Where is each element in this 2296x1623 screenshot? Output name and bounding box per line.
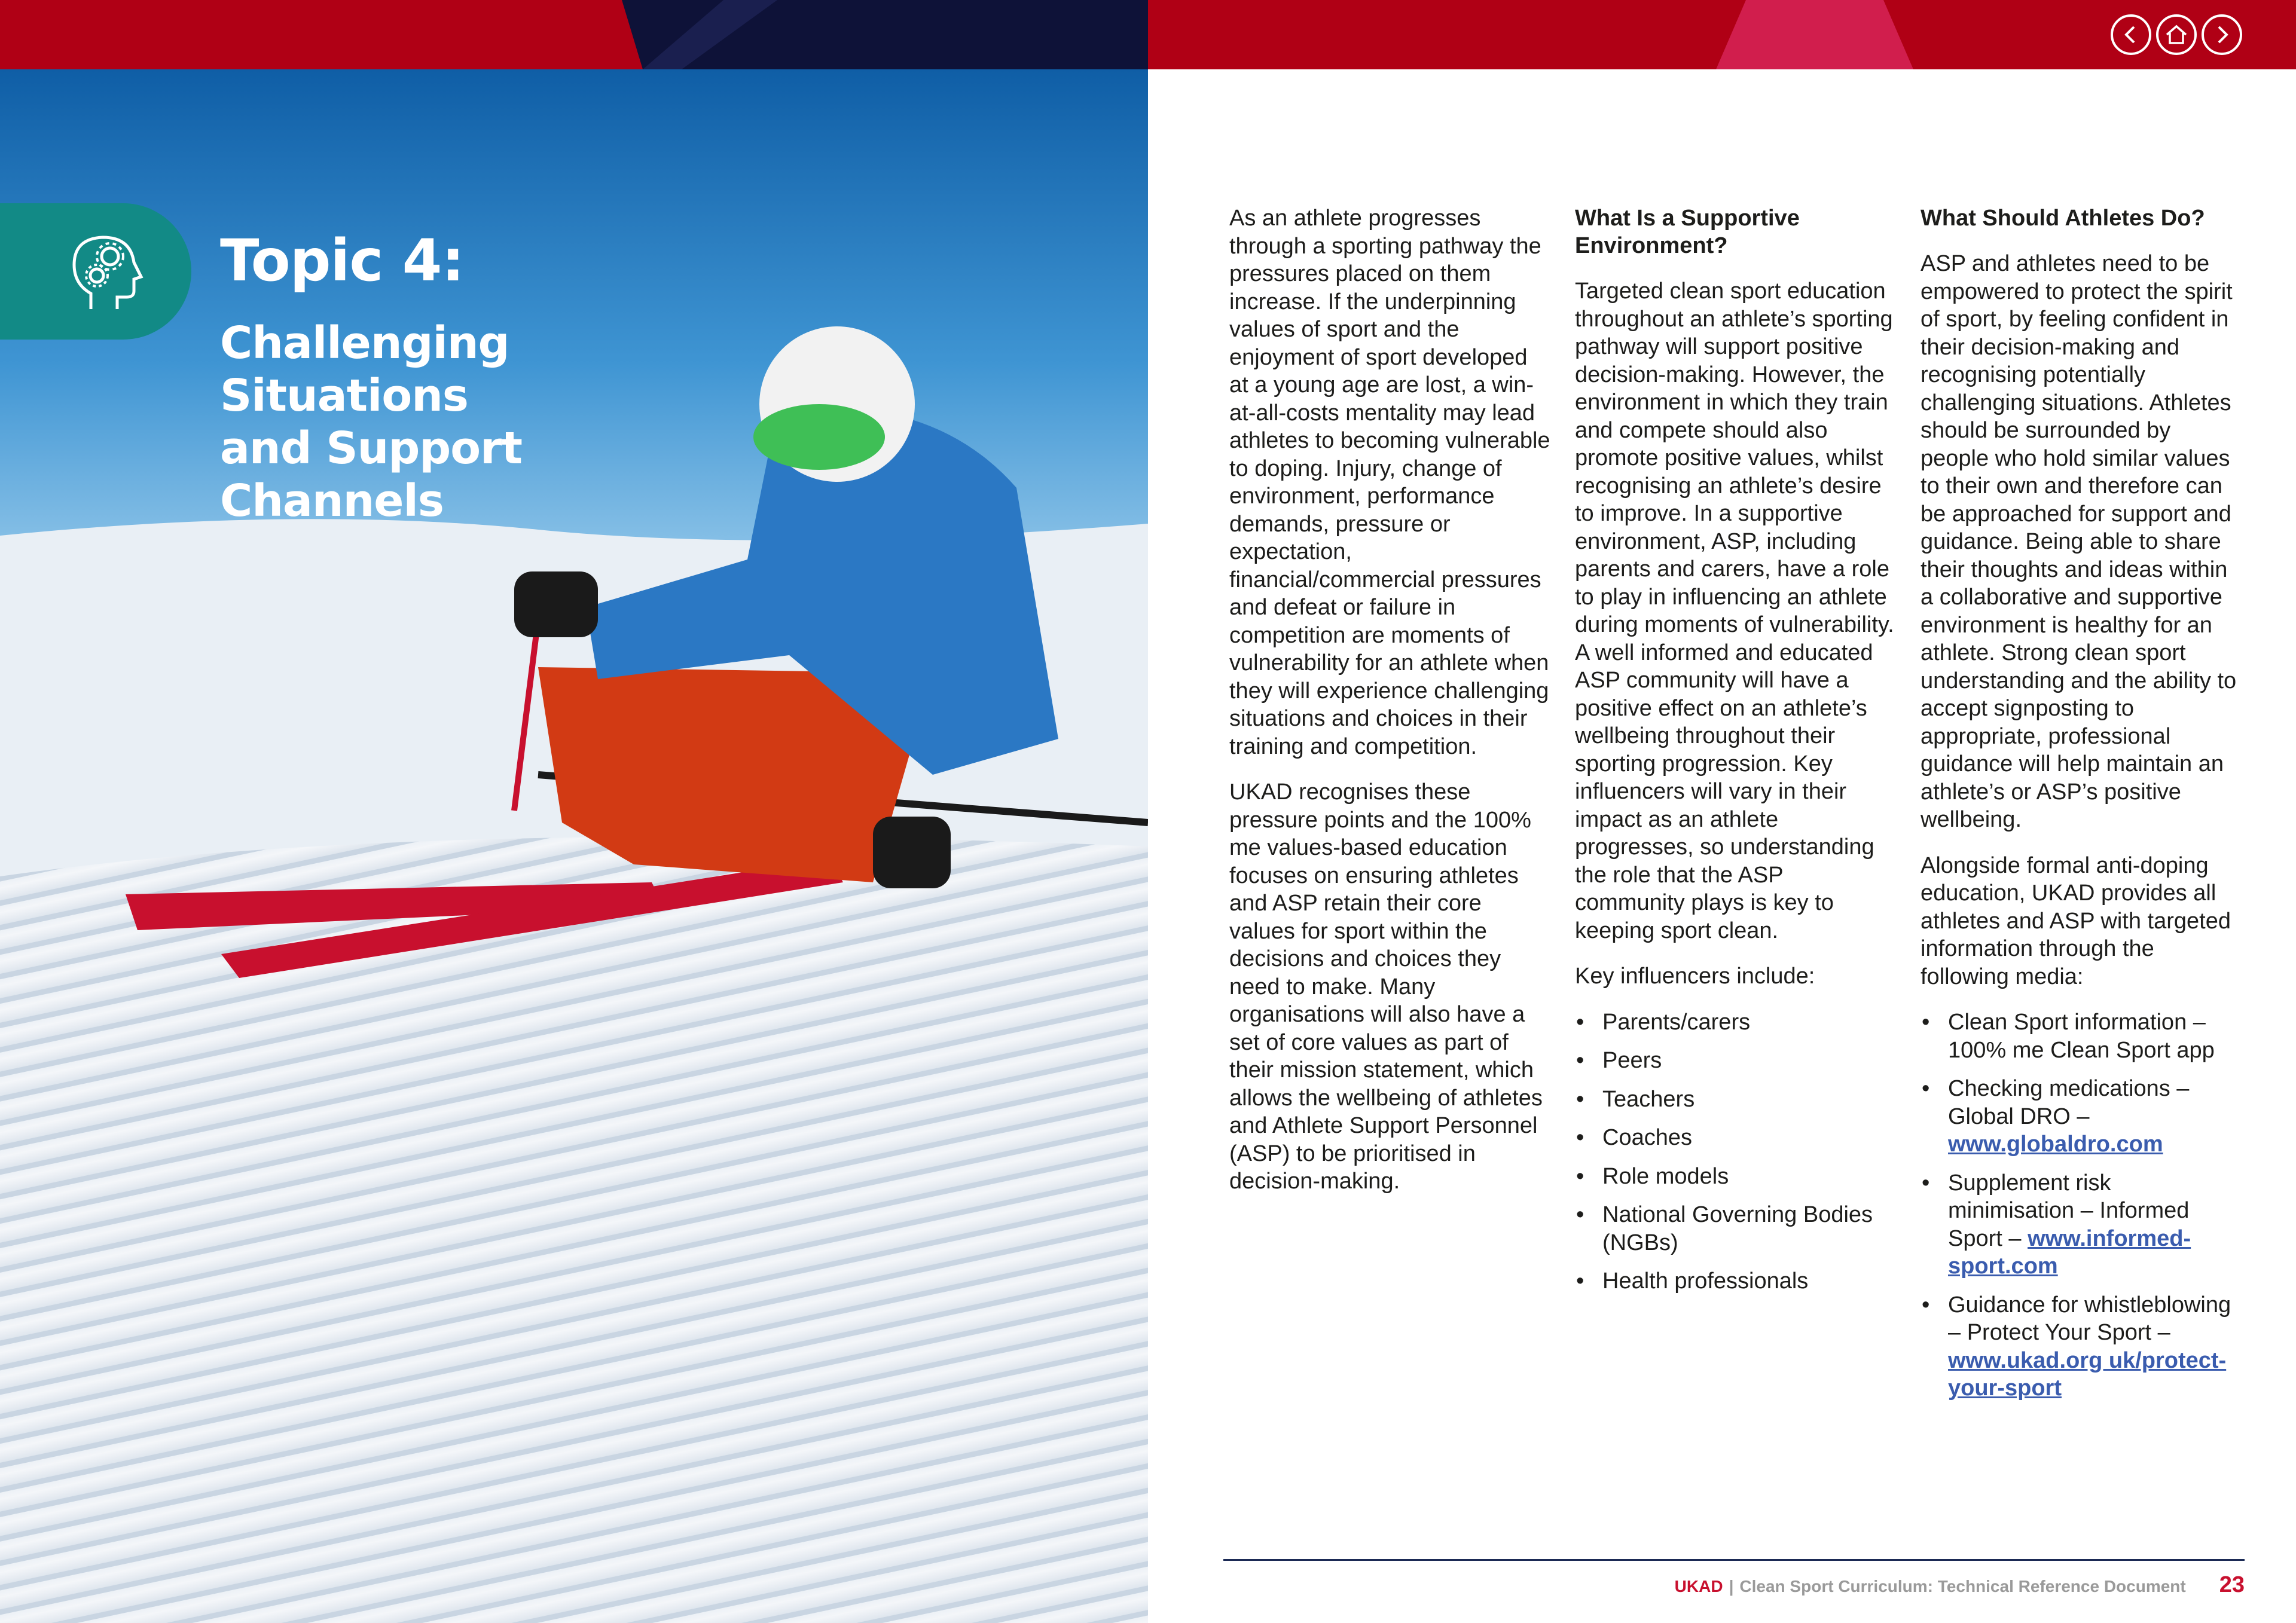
protect-your-sport-link[interactable]: www.ukad.org uk/protect-your-sport (1948, 1347, 2227, 1401)
home-icon (2164, 23, 2188, 47)
prev-page-button[interactable] (2111, 14, 2151, 55)
list-item: • Health professionals (1575, 1267, 1898, 1295)
footer-divider (1223, 1559, 2245, 1561)
key-influencers-intro: Key influencers include: (1575, 964, 1815, 989)
media-item-text: Clean Sport information – 100% me Clean Sport app (1948, 1010, 2215, 1063)
topic-tab (0, 203, 191, 340)
next-page-button[interactable] (2202, 14, 2242, 55)
intro-paragraph-1: As an athlete progresses through a sporting pathway the pressures placed on them increase. If the underpinning values of sport and the enjoyment of sport developed at a young age are lost, a win-at-all-costs mentality may lead athletes to becoming vulnerable to doping. Injury, change of environment, performance demands, pressure or expectation, financial/commercial pressures and defeat or failure in competition are moments of vulnerability for an athlete when they will experience challenging situations and choices in their training and competition. (1229, 206, 1550, 759)
topic-subtitle (220, 317, 758, 527)
home-button[interactable] (2156, 14, 2197, 55)
informed-sport-link[interactable]: www.informed-sport.com (1948, 1225, 2191, 1279)
list-item (1921, 1075, 2243, 1159)
list-item: • Coaches (1575, 1124, 1898, 1152)
what-athletes-do-heading: What Should Athletes Do? (1921, 206, 2205, 231)
key-influencers-list (1575, 1008, 1898, 1295)
list-item: • Role models (1575, 1163, 1898, 1191)
list-item: • Teachers (1575, 1086, 1898, 1114)
list-item: • Peers (1575, 1047, 1898, 1075)
head-gears-icon (60, 227, 149, 316)
topic-title: Topic 4: (220, 227, 464, 294)
column-what-athletes-do (1921, 204, 2243, 1413)
media-list (1921, 1008, 2243, 1402)
supportive-environment-heading: What Is a Supportive Environment? (1575, 206, 1800, 258)
footer-separator: | (1729, 1577, 1734, 1596)
supportive-environment-paragraph: Targeted clean sport education throughout an athlete’s sporting pathway will support positive decision-making. However, the environment in which they train and compete should also promote positive values, whilst recognising an athlete’s desire to improve. In a supportive environment, ASP, including parents and carers, have a role to play in influencing an athlete during moments of vulnerability. A well informed and educated ASP community will have a positive effect on an athlete’s wellbeing throughout their sporting progression. Key influencers will vary in their impact as an athlete progresses, so understanding the role that the ASP community plays is key to keeping sport clean. (1575, 279, 1894, 943)
list-item: • National Governing Bodies (NGBs) (1575, 1201, 1898, 1257)
media-intro-paragraph: Alongside formal anti-doping education, UKAD provides all athletes and ASP with targeted information through the following media: (1921, 852, 2231, 989)
column-supportive-environment (1575, 204, 1898, 1306)
media-item-text: Supplement risk minimisation – Informed Sport – (1948, 1170, 2190, 1251)
media-item-text: Guidance for whistleblowing – Protect Your Sport – (1948, 1292, 2231, 1345)
list-item (1921, 1008, 2243, 1064)
column-intro (1229, 204, 1552, 1214)
page-navigation (2111, 14, 2242, 55)
page-number: 23 (2219, 1572, 2245, 1597)
footer-document-title: Clean Sport Curriculum: Technical Reference Document (1739, 1577, 2186, 1596)
globaldro-link[interactable]: www.globaldro.com (1948, 1132, 2163, 1157)
topic-subtitle-line1: Challenging Situations (220, 317, 509, 421)
list-item: • Parents/carers (1575, 1008, 1898, 1037)
media-item-text: Checking medications – Global DRO – (1948, 1076, 2190, 1129)
banner-graphic (0, 0, 2296, 69)
list-item (1921, 1291, 2243, 1402)
chevron-left-icon (2120, 24, 2142, 45)
footer-org: UKAD (1674, 1577, 1723, 1596)
topic-subtitle-line2: and Support Channels (220, 423, 522, 527)
what-athletes-do-paragraph: ASP and athletes need to be empowered to protect the spirit of sport, by feeling confident in their decision-making and recognising potentially challenging situations. Athletes should be surrounded by people who hold similar values to their own and therefore can be approached for support and guidance. Being able to share their thoughts and ideas within a collaborative and supportive environment is healthy for an athlete. Strong clean sport understanding and the ability to accept signposting to appropriate, professional guidance will help maintain an athlete’s or ASP’s positive wellbeing. (1921, 251, 2237, 832)
list-item (1921, 1169, 2243, 1280)
top-banner (0, 0, 2296, 69)
page-footer (1675, 1572, 2245, 1598)
chevron-right-icon (2211, 24, 2233, 45)
intro-paragraph-2: UKAD recognises these pressure points and the 100% me values-based education focuses on ensuring athletes and ASP retain their core values for sport within the decisions and choices they need to make. Many organisations will also have a set of core values as part of their mission statement, which allows the wellbeing of athletes and Athlete Support Personnel (ASP) to be prioritised in decision-making. (1229, 780, 1543, 1194)
